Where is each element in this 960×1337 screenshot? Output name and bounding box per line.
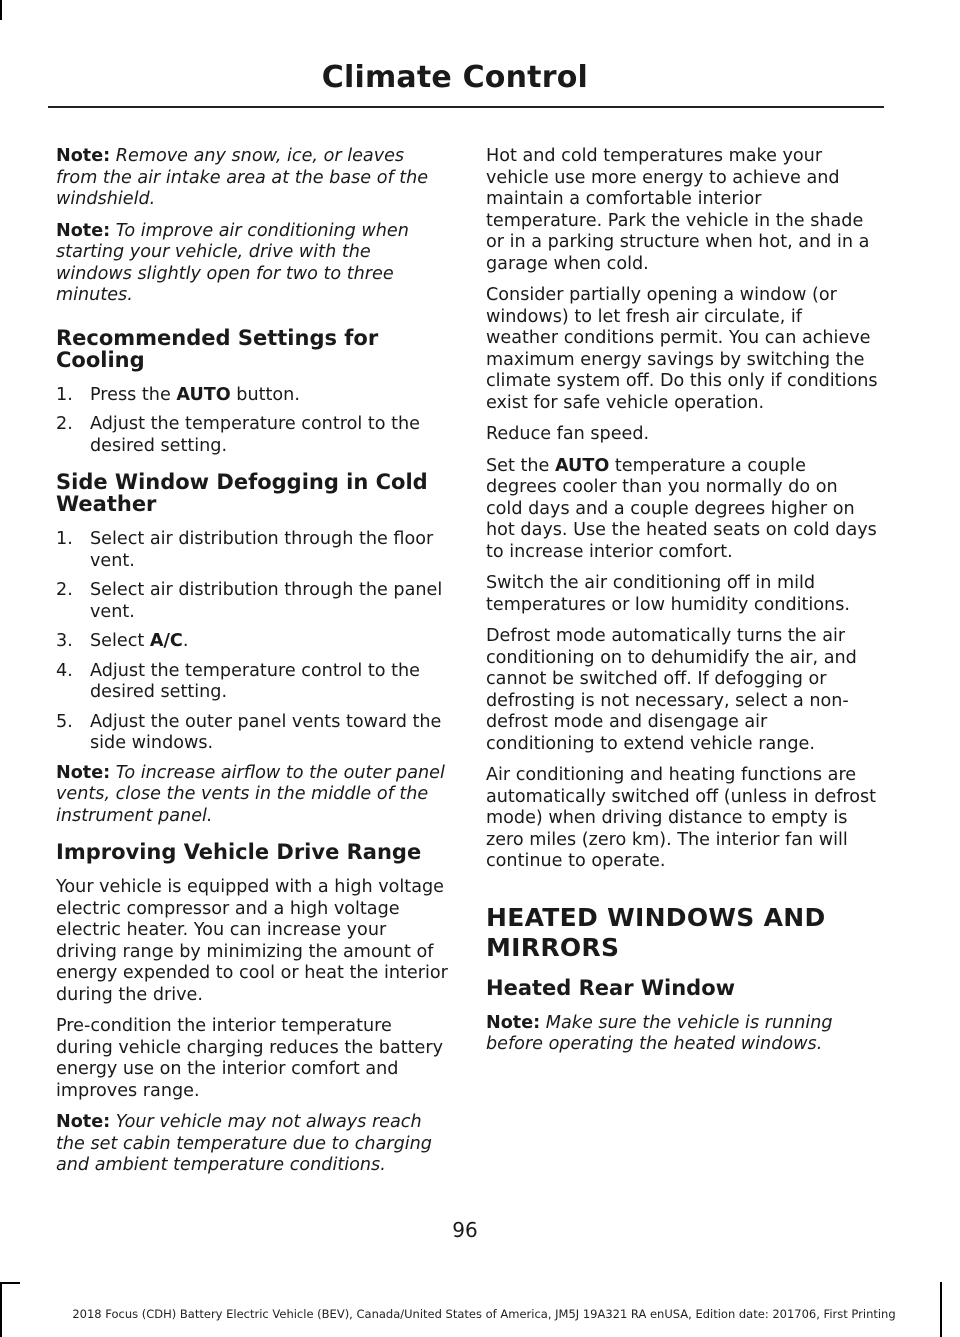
- note-snow: Note: Remove any snow, ice, or leaves from the air intake area at the base of the windshield.: [56, 146, 429, 209]
- heading-defogging: Side Window Defogging in Cold Weather: [56, 470, 428, 516]
- note-airflow: Note: To increase airflow to the outer panel vents, close the vents in the middle of the instrument panel.: [56, 762, 445, 826]
- note-cabin-temperature: Note: Your vehicle may not always reach the set cabin temperature due to charging and ambient temperature conditions.: [56, 1112, 432, 1175]
- paragraph-auto-off: Air conditioning and heating functions are automatically switched off (unless in defrost mode) when driving distance to empty is zero miles (zero km). The interior fan will continue to operate.: [486, 765, 877, 871]
- page-title: Climate Control: [321, 60, 588, 95]
- crop-mark-bottom-left-h: [0, 1282, 20, 1284]
- list-item: 1. Press the AUTO button.: [56, 384, 300, 405]
- paragraph-temperatures: Hot and cold temperatures make your vehicle use more energy to achieve and maintain a comfortable interior temperature. Park the vehicle in the shade or in a parking structure when hot, and in a garage when cold.: [486, 146, 870, 274]
- paragraph-window: Consider partially opening a window (or windows) to let fresh air circulate, if weather conditions permit. You can achieve maximum energy savings by switching the climate system off. Do this only if conditions exist for safe vehicle operation.: [486, 285, 878, 413]
- paragraph-range-1: Your vehicle is equipped with a high voltage electric compressor and a high voltage electric heater. You can increase your driving range by minimizing the amount of energy expended to cool or heat the interior during the drive.: [56, 877, 448, 1005]
- right-column: [486, 146, 878, 1066]
- list-item: 4. Adjust the temperature control to the desired setting.: [56, 660, 420, 702]
- list-item: 5. Adjust the outer panel vents toward the side windows.: [56, 711, 442, 753]
- paragraph-range-2: Pre-condition the interior temperature during vehicle charging reduces the battery energy use on the interior comfort and improves range.: [56, 1016, 444, 1101]
- section-heading-heated-windows: HEATED WINDOWS AND MIRRORS: [486, 902, 826, 962]
- note-vehicle-running: Note: Make sure the vehicle is running before operating the heated windows.: [486, 1012, 833, 1054]
- cooling-steps: [56, 385, 448, 458]
- paragraph-ac-off: Switch the air conditioning off in mild temperatures or low humidity conditions.: [486, 573, 850, 615]
- defog-steps: [56, 529, 448, 755]
- list-item: 3. Select A/C.: [56, 631, 189, 651]
- heading-heated-rear-window: Heated Rear Window: [486, 975, 736, 1000]
- paragraph-auto-temperature: Set the AUTO temperature a couple degrees cooler than you normally do on cold days and a couple degrees higher on hot days. Use the heated seats on cold days to increase interior comfort.: [486, 455, 877, 562]
- list-item: 2. Adjust the temperature control to the desired setting.: [56, 414, 420, 456]
- footer-edition: 2018 Focus (CDH) Battery Electric Vehicle (BEV), Canada/United States of America, JM5J 19A321 RA enUSA, Edition date: 201706, First Printing: [72, 1307, 896, 1321]
- list-item: 1. Select air distribution through the floor vent.: [56, 529, 434, 571]
- page-number: 96: [452, 1218, 478, 1242]
- crop-mark-bottom-left: [0, 1282, 2, 1337]
- heading-drive-range: Improving Vehicle Drive Range: [56, 840, 422, 864]
- header-rule: [48, 106, 884, 108]
- left-column: [56, 146, 448, 1187]
- crop-mark-top-left: [0, 0, 2, 20]
- paragraph-fan-speed: Reduce fan speed.: [486, 424, 650, 444]
- heading-cooling: Recommended Settings for Cooling: [56, 325, 379, 372]
- paragraph-defrost: Defrost mode automatically turns the air conditioning on to dehumidify the air, and cannot be switched off. If defogging or defrosting is not necessary, select a non-defrost mode and disengage air conditioning to extend vehicle range.: [486, 626, 857, 754]
- note-air-conditioning: Note: To improve air conditioning when starting your vehicle, drive with the windows slightly open for two to three minutes.: [56, 220, 409, 305]
- list-item: 2. Select air distribution through the panel vent.: [56, 580, 443, 622]
